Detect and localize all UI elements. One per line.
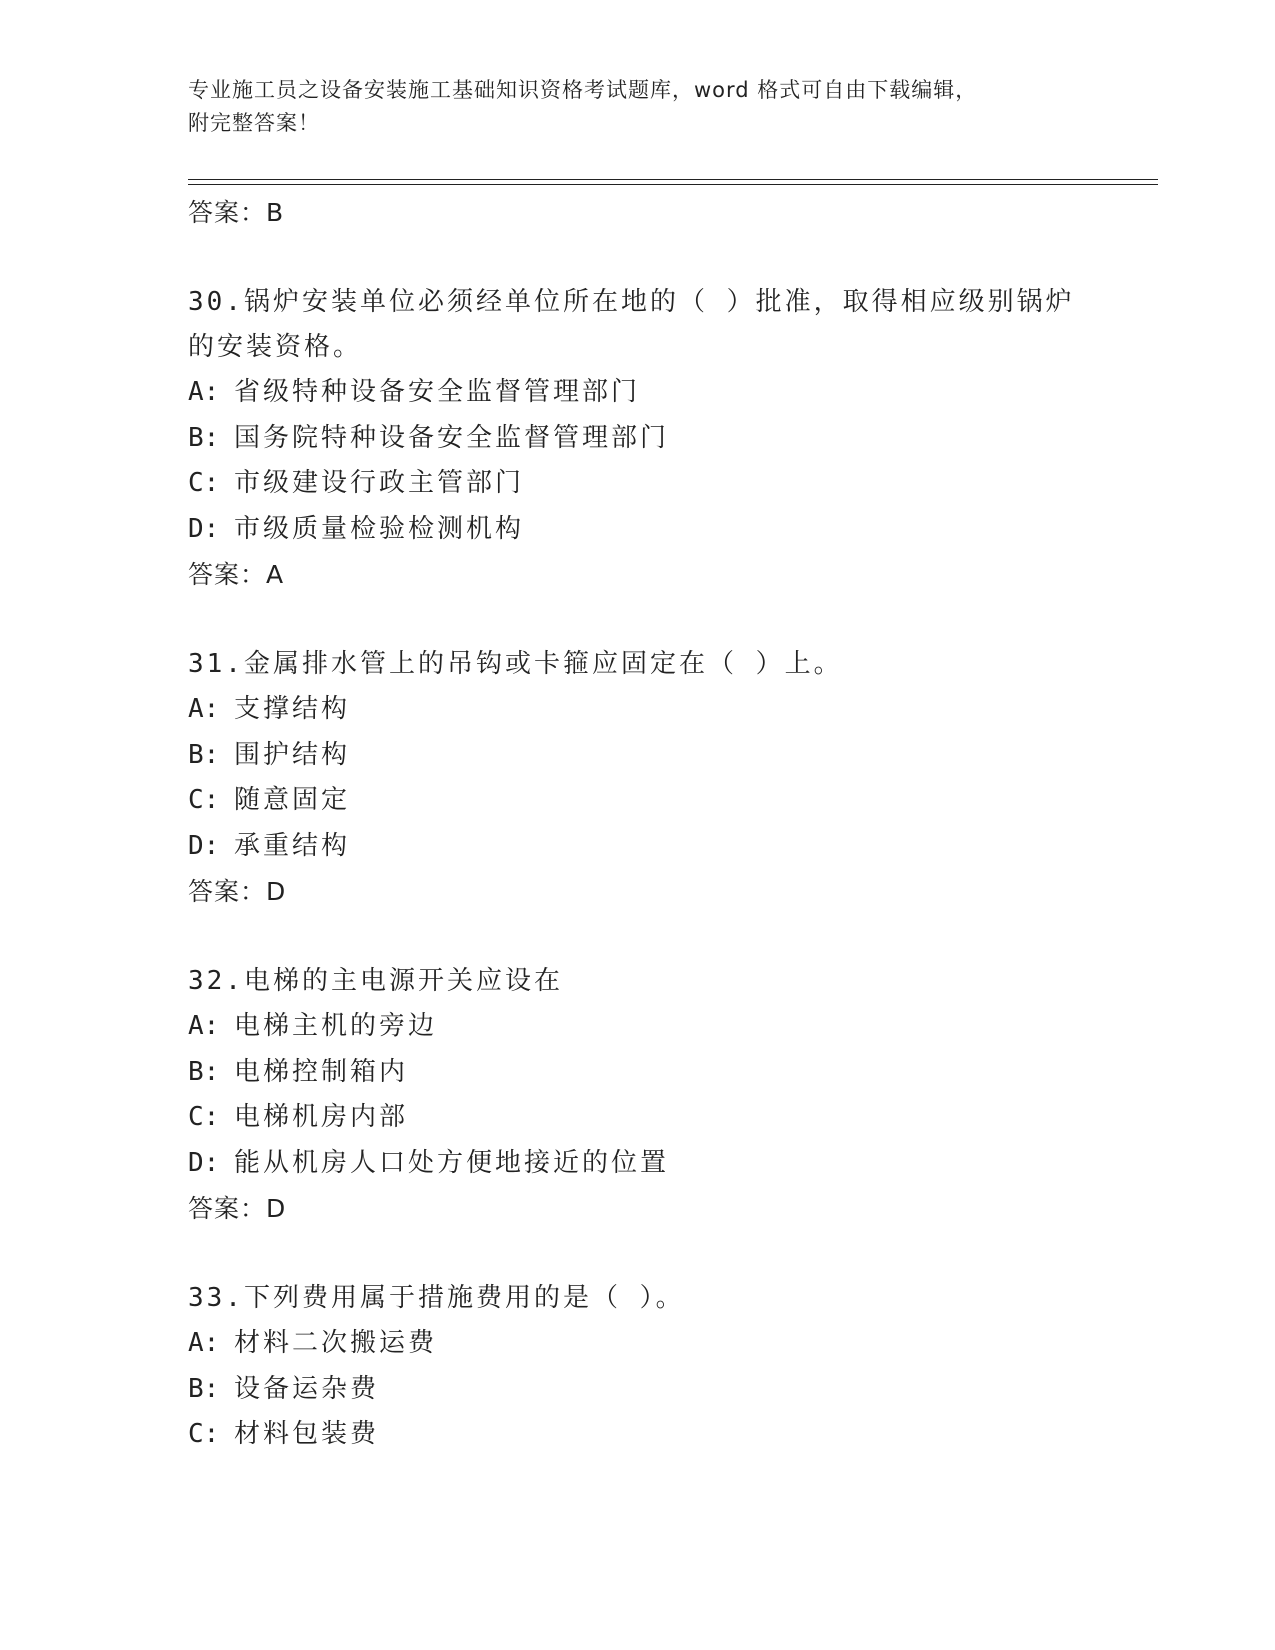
option-item	[188, 778, 1158, 824]
option-letter: A:	[188, 1011, 220, 1041]
option-item	[188, 1095, 1158, 1141]
header-rule-top	[188, 179, 1158, 180]
question-stem: 31.金属排水管上的吊钩或卡箍应固定在（ ）上。	[188, 649, 843, 679]
option-text: 市级建设行政主管部门	[234, 468, 525, 498]
option-letter: B:	[188, 739, 220, 770]
option-text: 随意固定	[234, 785, 351, 815]
option-item	[188, 824, 1158, 870]
answer-line: 答案：A	[188, 560, 285, 589]
option-text: 承重结构	[234, 830, 351, 861]
option-text: 国务院特种设备安全监督管理部门	[234, 422, 670, 453]
option-item	[188, 1050, 1158, 1096]
header-rule-bottom	[188, 184, 1158, 185]
option-text: 省级特种设备安全监督管理部门	[234, 377, 641, 407]
option-letter: C:	[188, 468, 220, 498]
option-letter: C:	[188, 785, 220, 815]
question-list	[188, 190, 1158, 1458]
option-letter: D:	[188, 1147, 220, 1178]
option-text: 电梯控制箱内	[234, 1056, 409, 1087]
option-item	[188, 1141, 1158, 1187]
question-stem: 30.锅炉安装单位必须经单位所在地的（ ）批准，取得相应级别锅炉的安装资格。	[188, 287, 1075, 362]
question-block	[188, 959, 1158, 1232]
question-stem: 32.电梯的主电源开关应设在	[188, 966, 563, 996]
question-block	[188, 280, 1158, 598]
option-letter: D:	[188, 830, 220, 861]
answer-line: 答案：D	[188, 877, 287, 906]
option-text: 设备运杂费	[234, 1373, 380, 1404]
option-letter: B:	[188, 1373, 220, 1404]
option-text: 材料包装费	[234, 1419, 380, 1449]
option-item	[188, 733, 1158, 779]
option-item	[188, 1321, 1158, 1367]
answer-line: 答案：D	[188, 1194, 287, 1223]
question-stem: 33.下列费用属于措施费用的是（ ）。	[188, 1283, 685, 1313]
option-letter: A:	[188, 1328, 220, 1358]
header-line-2: 附完整答案！	[188, 111, 320, 135]
option-item	[188, 507, 1158, 553]
option-item	[188, 416, 1158, 462]
option-item	[188, 461, 1158, 507]
answer-line: 答案：B	[188, 198, 285, 227]
option-item	[188, 1004, 1158, 1050]
option-item	[188, 370, 1158, 416]
header-line-1: 专业施工员之设备安装施工基础知识资格考试题库，word 格式可自由下载编辑，	[188, 78, 978, 102]
option-item	[188, 1367, 1158, 1413]
option-letter: A:	[188, 694, 220, 724]
option-item	[188, 687, 1158, 733]
option-text: 电梯机房内部	[234, 1102, 409, 1132]
option-text: 围护结构	[234, 739, 351, 770]
option-text: 材料二次搬运费	[234, 1328, 438, 1358]
option-text: 支撑结构	[234, 694, 351, 724]
option-letter: C:	[188, 1102, 220, 1132]
option-letter: D:	[188, 513, 220, 544]
option-item	[188, 1412, 1158, 1458]
option-letter: B:	[188, 1056, 220, 1087]
option-letter: B:	[188, 422, 220, 453]
option-text: 电梯主机的旁边	[234, 1011, 438, 1041]
option-letter: A:	[188, 377, 220, 407]
option-letter: C:	[188, 1419, 220, 1449]
question-block	[188, 642, 1158, 915]
question-block	[188, 1276, 1158, 1458]
option-text: 能从机房人口处方便地接近的位置	[234, 1147, 670, 1178]
option-text: 市级质量检验检测机构	[234, 513, 525, 544]
document-header	[188, 74, 1088, 140]
